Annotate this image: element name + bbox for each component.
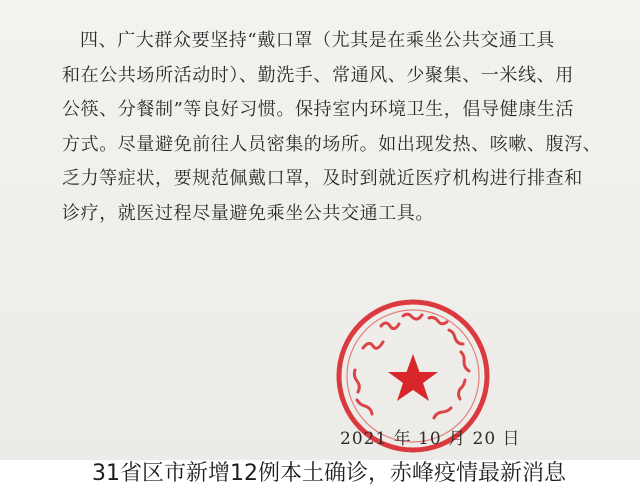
news-caption: 31省区市新增12例本土确诊，赤峰疫情最新消息	[92, 461, 566, 486]
paragraph-line: 和在公共场所活动时）、勤洗手、常通风、少聚集、一米线、用	[62, 64, 574, 86]
paragraph-line: 公筷、分餐制”等良好习惯。保持室内环境卫生，倡导健康生活	[62, 99, 574, 120]
paragraph-line: 诊疗，就医过程尽量避免乘坐公共交通工具。	[62, 202, 434, 224]
star-icon	[388, 354, 438, 401]
paragraph-line: 四、广大群众要坚持“戴口罩（尤其是在乘坐公共交通工具	[80, 30, 555, 51]
notice-paragraph	[62, 24, 614, 231]
paragraph-line: 乏力等症状，要规范佩戴口罩，及时到就近医疗机构进行排查和	[62, 168, 583, 189]
paragraph-line: 方式。尽量避免前往人员密集的场所。如出现发热、咳嗽、腹泻、	[62, 133, 602, 155]
document-date: 2021 年 10 月 20 日	[340, 429, 521, 449]
